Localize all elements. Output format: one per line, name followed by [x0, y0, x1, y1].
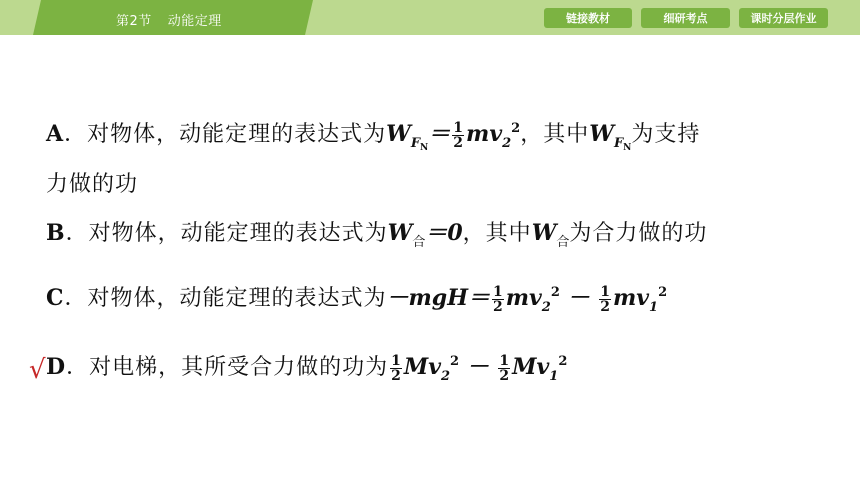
nav-link-textbook-button[interactable]: 链接教材: [544, 8, 632, 28]
nav-study-points-button[interactable]: 细研考点: [641, 8, 730, 28]
option-c-label: C: [46, 285, 65, 311]
option-c-text: ．对物体，动能定理的表达式为: [64, 286, 387, 311]
option-d-formula: $\frac{1}{2}$ $Mv_2^2$ － $\frac{1}{2}$ $Mv_1^2$: [391, 352, 568, 384]
nav-homework-button[interactable]: 课时分层作业: [739, 8, 828, 28]
option-a-text-3: 为支持: [631, 122, 701, 147]
option-b-formula: $W_合=0$: [387, 220, 463, 250]
option-a-continuation: 力做的功: [46, 172, 139, 197]
option-d: [46, 347, 567, 392]
option-b-label: B: [46, 220, 66, 246]
option-b-text-2: ，其中: [462, 221, 532, 246]
option-b-text: ．对物体，动能定理的表达式为: [65, 221, 388, 246]
option-c-formula: －mgH＝ $\frac{1}{2}$ $mv_2^2$ － $\frac{1}{2}$ $mv_1^2$: [386, 283, 668, 315]
section-title: 动能定理: [167, 14, 222, 29]
option-a-text-2: ，其中: [520, 122, 590, 147]
option-b-symbol: $W_合$: [531, 220, 570, 250]
section-label: [116, 10, 222, 29]
option-b-text-3: 为合力做的功: [569, 221, 708, 246]
correct-check-icon: √: [29, 355, 46, 385]
option-a-formula: $W_{F_N}=$ $\frac{1}{2}$ $mv_2^2$: [386, 119, 521, 153]
option-a-text: ．对物体，动能定理的表达式为: [64, 122, 387, 147]
option-a: [46, 114, 700, 163]
section-number: 第2节: [116, 14, 152, 29]
option-a-symbol: $W_{F_N}$: [589, 121, 632, 153]
option-a-label: A: [46, 121, 65, 147]
option-d-label: D: [46, 354, 67, 380]
option-c: [46, 278, 667, 323]
option-d-text: ．对电梯，其所受合力做的功为: [66, 355, 389, 380]
option-b: [46, 218, 707, 258]
